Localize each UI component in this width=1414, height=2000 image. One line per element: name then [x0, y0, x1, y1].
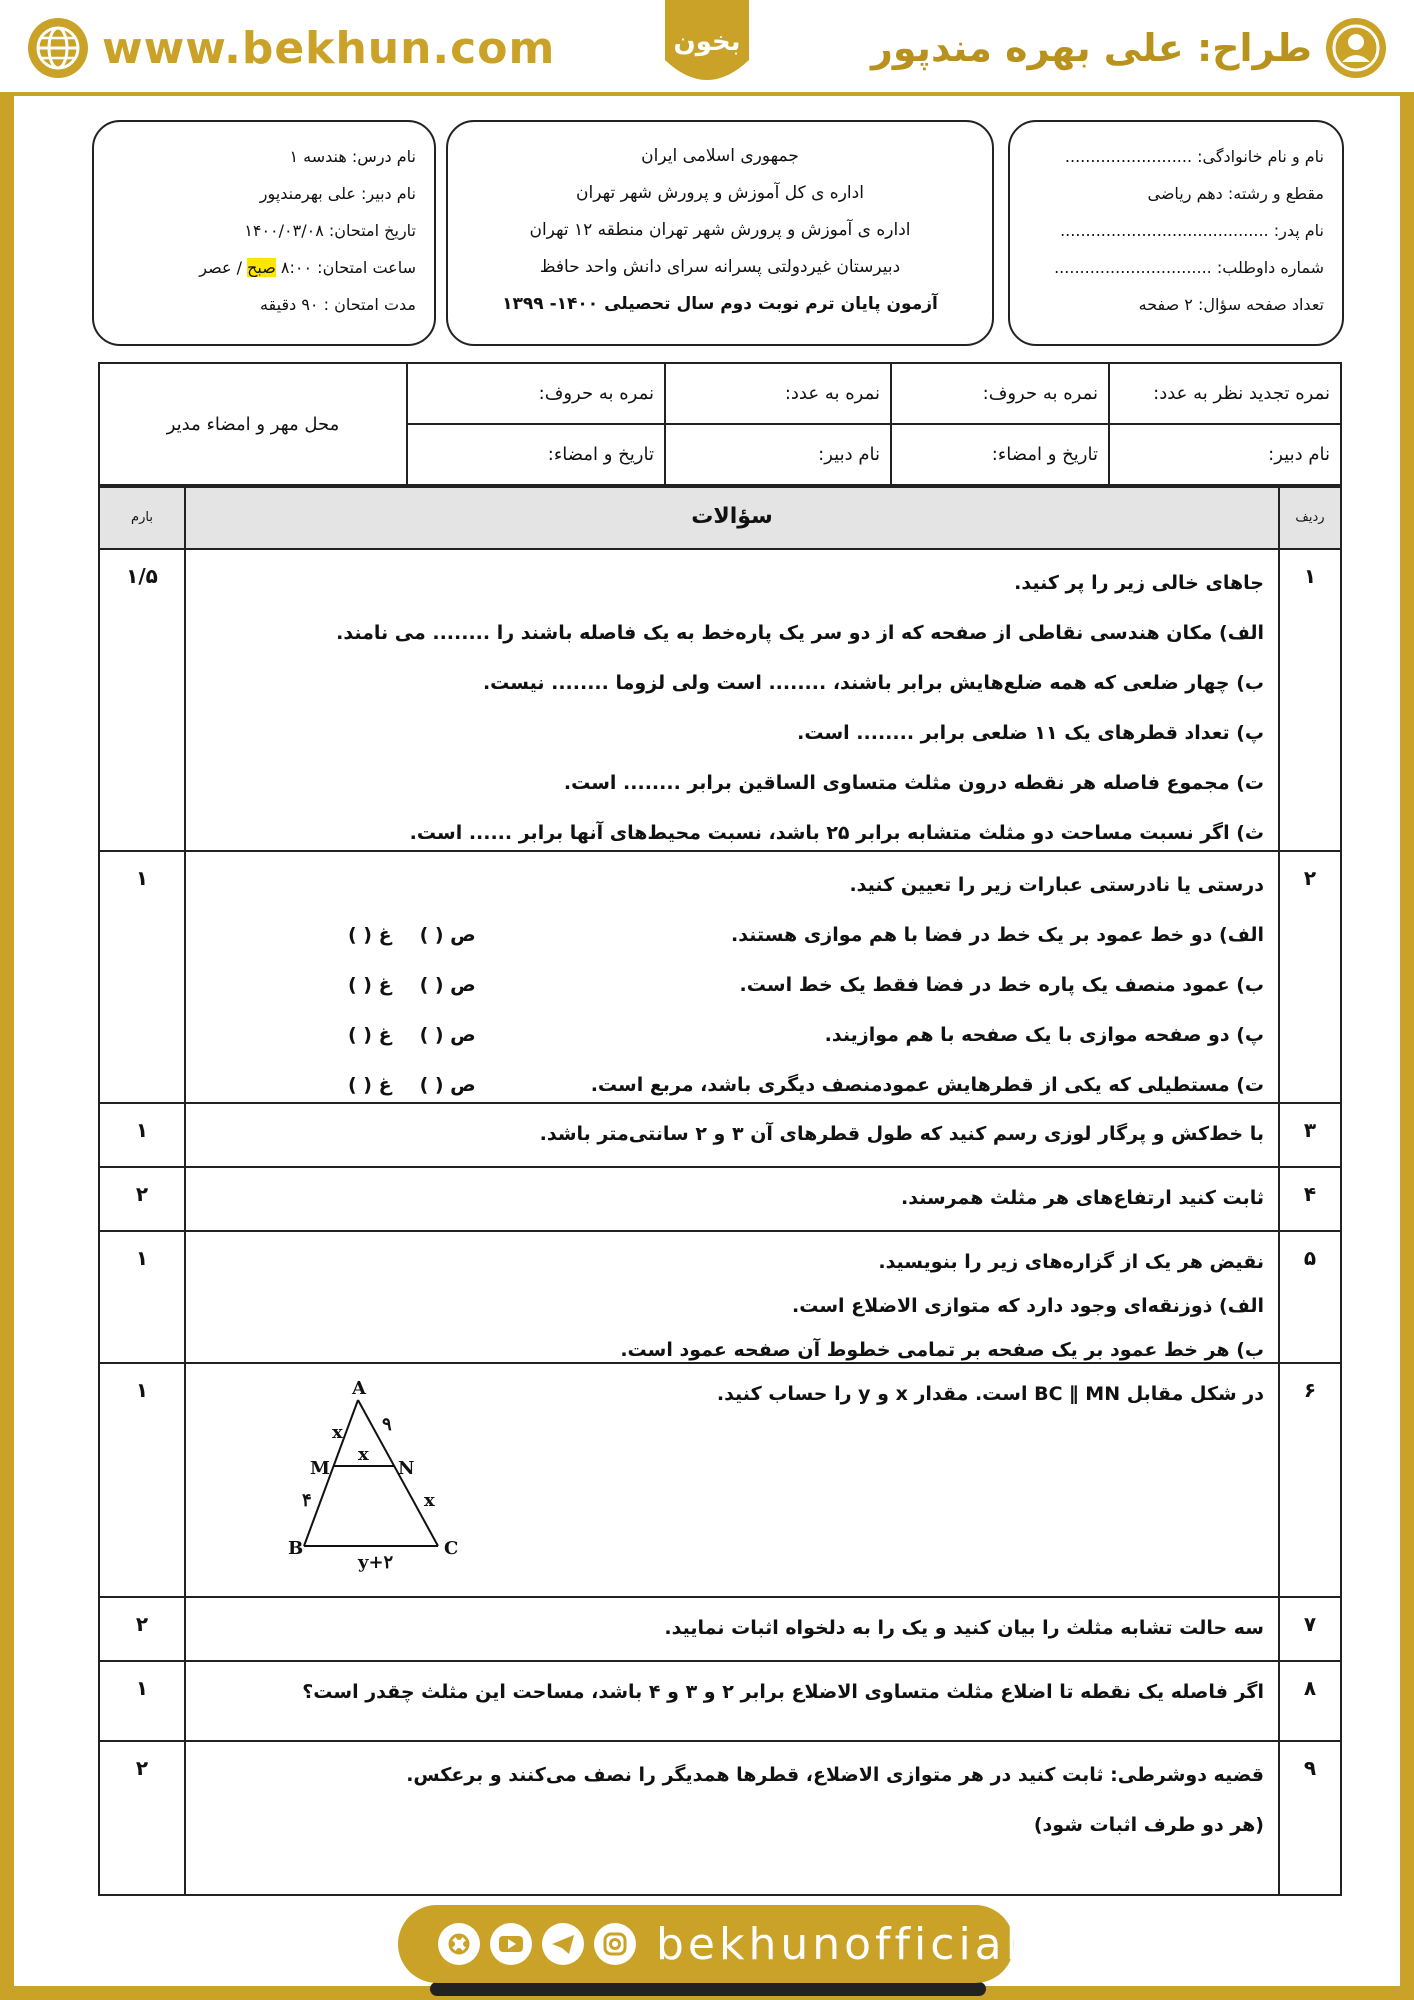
telegram-icon[interactable]: [542, 1923, 584, 1965]
question-score: ۱: [135, 1676, 149, 1700]
question-body: [184, 550, 1278, 850]
score-words: نمره به حروف:: [407, 363, 665, 424]
question-row: [98, 852, 1342, 1104]
label-mb: ۴: [302, 1490, 312, 1511]
question-body: [184, 1104, 1278, 1166]
student-grade: مقطع و رشته: دهم ریاضی: [1147, 184, 1324, 203]
designer-name: طراح: علی بهره مندپور: [870, 26, 1312, 70]
instagram-icon[interactable]: [594, 1923, 636, 1965]
course-name: نام درس: هندسه ۱: [289, 147, 416, 166]
true-box[interactable]: ص ( ): [419, 974, 476, 996]
label-b: B: [288, 1538, 304, 1559]
review-score-num: نمره تجدید نظر به عدد:: [1109, 363, 1341, 424]
tf-statement: ب) عمود منصف یک پاره خط در فضا فقط یک خط است.: [739, 974, 1264, 996]
label-ax: x: [332, 1422, 343, 1443]
question-line: ثابت کنید ارتفاع‌های هر مثلث همرسند.: [901, 1187, 1264, 1209]
review-teacher: نام دبیر:: [1109, 424, 1341, 485]
question-line: نقیض هر یک از گزاره‌های زیر را بنویسید.: [878, 1251, 1264, 1273]
question-body: [184, 1742, 1278, 1894]
col-questions: سؤالات: [184, 488, 1278, 548]
tf-item: [200, 1060, 1264, 1110]
teacher-name: نام دبیر: علی بهرمندپور: [259, 184, 416, 203]
student-info-box: [1008, 120, 1344, 346]
question-row: [98, 1662, 1342, 1742]
question-score: ۲: [135, 1612, 149, 1636]
social-handle[interactable]: bekhunofficial: [656, 1918, 1022, 1970]
label-an: ۹: [382, 1414, 392, 1435]
label-a: A: [352, 1378, 366, 1399]
score-num: نمره به عدد:: [665, 363, 891, 424]
globe-icon: [28, 18, 88, 78]
tf-item: [200, 910, 1264, 960]
school-info-box: [446, 120, 994, 346]
score-table: [98, 362, 1342, 486]
false-box[interactable]: غ ( ): [348, 924, 392, 946]
youtube-icon[interactable]: [490, 1923, 532, 1965]
col-row: ردیف: [1278, 488, 1340, 548]
question-number: ۲: [1278, 852, 1340, 1102]
label-mn: x: [358, 1444, 369, 1465]
label-n: N: [398, 1458, 415, 1479]
top-banner: [0, 0, 1414, 96]
question-row: [98, 1168, 1342, 1232]
exam-time: [112, 249, 416, 286]
question-row: [98, 1742, 1342, 1896]
question-number: ۴: [1278, 1168, 1340, 1230]
question-body: [184, 1168, 1278, 1230]
triangle-figure: [238, 1370, 478, 1590]
designer-info: [871, 16, 1386, 80]
country-line: جمهوری اسلامی ایران: [641, 146, 799, 166]
tf-statement: ت) مستطیلی که یکی از قطرهایش عمودمنصف دیگری باشد، مربع است.: [590, 1074, 1264, 1096]
logo-text: بخون: [673, 27, 741, 57]
social-footer: [398, 1905, 1022, 1983]
question-number: ۸: [1278, 1662, 1340, 1740]
col-score: بارم: [131, 510, 153, 525]
question-number: ۳: [1278, 1104, 1340, 1166]
question-score: ۱: [135, 1118, 149, 1142]
label-c: C: [444, 1538, 459, 1559]
true-box[interactable]: ص ( ): [419, 1074, 476, 1096]
question-line: ب) هر خط عمود بر یک صفحه بر تمامی خطوط آن صفحه عمود است.: [620, 1339, 1264, 1361]
seat-number: شماره داوطلب: ...............................: [1054, 258, 1324, 277]
user-icon: [1326, 18, 1386, 78]
question-row: [98, 1232, 1342, 1364]
question-number: ۹: [1278, 1742, 1340, 1894]
questions-table: [98, 486, 1342, 1900]
question-line: ث) اگر نسبت مساحت دو مثلث متشابه برابر ۲۵ باشد، نسبت محیط‌های آنها برابر ...... است.: [409, 822, 1264, 844]
site-url[interactable]: www.bekhun.com: [102, 22, 556, 74]
question-line: قضیه دوشرطی: ثابت کنید در هر متوازی الاضلاع، قطرها همدیگر را نصف می‌کنند و برعکس.: [406, 1764, 1264, 1786]
question-score: ۱/۵: [126, 564, 158, 588]
false-box[interactable]: غ ( ): [348, 1074, 392, 1096]
review-score-words: نمره به حروف:: [891, 363, 1109, 424]
false-box[interactable]: غ ( ): [348, 974, 392, 996]
bekhun-logo: [657, 0, 757, 96]
question-body: [184, 1662, 1278, 1740]
father-name: نام پدر: .........................................: [1060, 221, 1324, 240]
question-score: ۱: [135, 1378, 149, 1402]
true-box[interactable]: ص ( ): [419, 924, 476, 946]
exam-time-suffix: / عصر: [199, 258, 242, 277]
review-date-sign: تاریخ و امضاء:: [891, 424, 1109, 485]
question-line: جاهای خالی زیر را پر کنید.: [1014, 572, 1264, 594]
question-line: سه حالت تشابه مثلث را بیان کنید و یک را به دلخواه اثبات نمایید.: [664, 1617, 1264, 1639]
teacher: نام دبیر:: [665, 424, 891, 485]
question-body: [184, 1598, 1278, 1660]
student-name: نام و نام خانوادگی: .........................: [1064, 147, 1324, 166]
label-bc: y+۲: [358, 1552, 394, 1573]
exam-info-box: [92, 120, 436, 346]
question-body: [184, 1364, 1278, 1596]
false-box[interactable]: غ ( ): [348, 1024, 392, 1046]
tf-statement: الف) دو خط عمود بر یک خط در فضا با هم موازی هستند.: [731, 924, 1264, 946]
question-line: ب) چهار ضلعی که همه ضلع‌هایش برابر باشند، ........ است ولی لزوما ........ نیست.: [482, 672, 1264, 694]
exam-time-highlight: صبح: [247, 258, 276, 277]
question-score: ۱: [135, 866, 149, 890]
page-count: تعداد صفحه سؤال: ۲ صفحه: [1138, 295, 1324, 314]
question-line: الف) مکان هندسی نقاطی از صفحه که از دو سر یک پاره‌خط به یک فاصله باشند را ........ می نامند.: [336, 622, 1264, 644]
question-row: [98, 1598, 1342, 1662]
question-number: ۷: [1278, 1598, 1340, 1660]
date-sign: تاریخ و امضاء:: [407, 424, 665, 485]
question-line: درستی یا نادرستی عبارات زیر را تعیین کنید.: [849, 874, 1264, 896]
site-link[interactable]: [28, 16, 555, 80]
exam-time-prefix: ساعت امتحان: ۸:۰۰: [280, 258, 416, 277]
question-line: الف) ذوزنقه‌ای وجود دارد که متوازی الاضلاع است.: [792, 1295, 1264, 1317]
tf-item: [200, 960, 1264, 1010]
question-body: [184, 1232, 1278, 1362]
question-line: (هر دو طرف اثبات شود): [1033, 1814, 1264, 1836]
question-row: [98, 550, 1342, 852]
tf-item: [200, 1010, 1264, 1060]
question-line: اگر فاصله یک نقطه تا اضلاع مثلث متساوی الاضلاع برابر ۲ و ۳ و ۴ باشد، مساحت این مثلث چقدر است؟: [302, 1681, 1264, 1703]
question-score: ۲: [135, 1182, 149, 1206]
label-nc: x: [424, 1490, 435, 1511]
tf-statement: پ) دو صفحه موازی با یک صفحه با هم موازیند.: [824, 1024, 1264, 1046]
district-line: اداره ی آموزش و پرورش شهر تهران منطقه ۱۲ تهران: [529, 220, 911, 240]
question-line: پ) تعداد قطرهای یک ۱۱ ضلعی برابر ........ است.: [797, 722, 1264, 744]
exam-duration: مدت امتحان : ۹۰ دقیقه: [259, 295, 416, 314]
question-score: ۲: [135, 1756, 149, 1780]
question-number: ۵: [1278, 1232, 1340, 1362]
school-line: دبیرستان غیردولتی پسرانه سرای دانش واحد حافظ: [539, 257, 901, 277]
label-m: M: [310, 1458, 330, 1479]
question-body: [184, 852, 1278, 1102]
question-line: در شکل مقابل BC ∥ MN است. مقدار x و y را حساب کنید.: [716, 1383, 1264, 1405]
question-row: [98, 1364, 1342, 1598]
directorate-line: اداره ی کل آموزش و پرورش شهر تهران: [576, 183, 864, 203]
question-number: ۶: [1278, 1364, 1340, 1596]
question-line: ت) مجموع فاصله هر نقطه درون مثلث متساوی الساقین برابر ........ است.: [563, 772, 1264, 794]
questions-header: [98, 486, 1342, 550]
footer-shadow: [430, 1982, 986, 1996]
question-line: با خط‌کش و پرگار لوزی رسم کنید که طول قطرهای آن ۳ و ۲ سانتی‌متر باشد.: [539, 1123, 1264, 1145]
question-number: ۱: [1278, 550, 1340, 850]
question-score: ۱: [135, 1246, 149, 1270]
aparat-icon[interactable]: [438, 1923, 480, 1965]
exam-date: تاریخ امتحان: ۱۴۰۰/۰۳/۰۸: [244, 221, 416, 240]
question-row: [98, 1104, 1342, 1168]
true-box[interactable]: ص ( ): [419, 1024, 476, 1046]
principal-stamp: محل مهر و امضاء مدیر: [99, 363, 407, 485]
exam-title: آزمون پایان ترم نوبت دوم سال تحصیلی ۱۴۰۰- ۱۳۹۹: [502, 294, 938, 314]
